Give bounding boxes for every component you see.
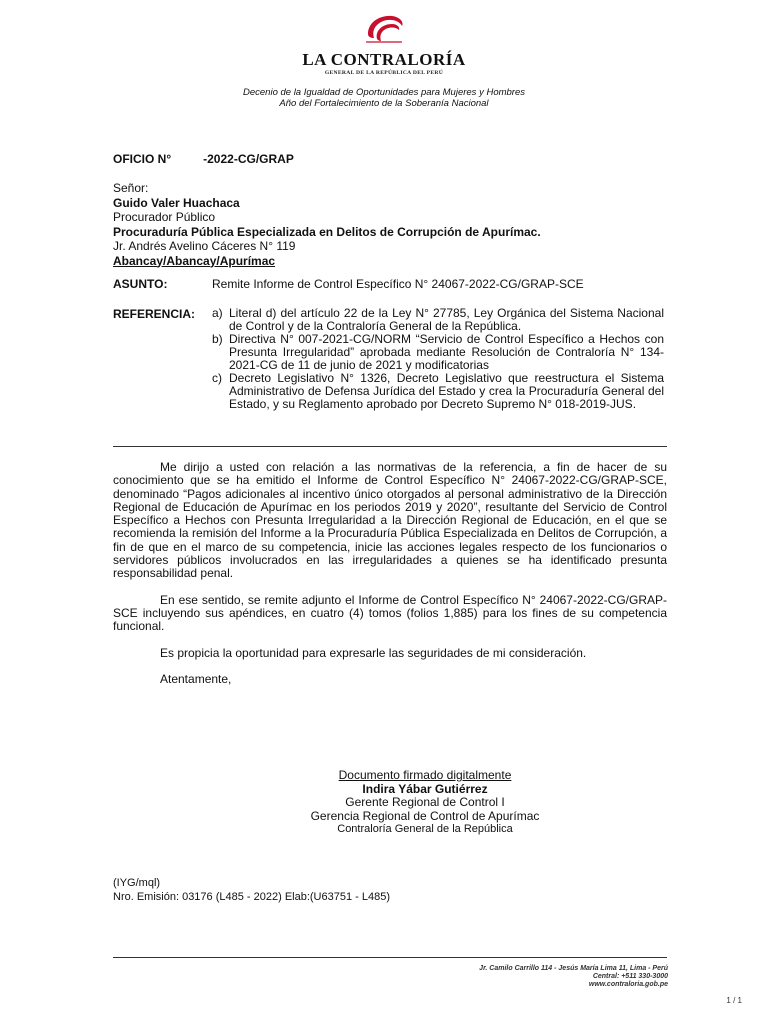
referencia-letter: b) bbox=[212, 332, 223, 346]
signer-unit: Gerencia Regional de Control de Apurímac bbox=[310, 808, 540, 823]
contraloria-logo-icon bbox=[362, 12, 406, 48]
body-closing: Atentamente, bbox=[160, 671, 232, 686]
letter-body bbox=[113, 461, 667, 699]
asunto-text: Remite Informe de Control Específico N° 24067-2022-CG/GRAP-SCE bbox=[212, 277, 584, 291]
referencia-item bbox=[212, 333, 664, 372]
referencia-label: REFERENCIA: bbox=[113, 307, 196, 321]
org-subtitle: GENERAL DE LA REPÚBLICA DEL PERÚ bbox=[324, 70, 444, 76]
digital-signature-note: Documento firmado digitalmente bbox=[338, 768, 512, 782]
recipient-office: Procuraduría Pública Especializada en Delitos de Corrupción de Apurímac. bbox=[113, 224, 541, 239]
asunto-label: ASUNTO: bbox=[113, 277, 168, 291]
footer bbox=[400, 965, 668, 989]
letterhead bbox=[0, 12, 768, 76]
oficio-label: OFICIO N° bbox=[113, 152, 172, 166]
recipient-street: Jr. Andrés Avelino Cáceres N° 119 bbox=[113, 239, 296, 253]
decree-line-1: Decenio de la Igualdad de Oportunidades para Mujeres y Hombres bbox=[243, 87, 525, 98]
header-divider bbox=[113, 446, 667, 447]
oficio-heading bbox=[113, 152, 294, 166]
recipient-city: Abancay/Abancay/Apurímac bbox=[113, 253, 276, 268]
signer-name: Indira Yábar Gutiérrez bbox=[362, 781, 488, 796]
footer-divider bbox=[113, 957, 667, 958]
signer-org: Contraloría General de la República bbox=[337, 823, 513, 835]
referencia-list bbox=[212, 307, 664, 411]
body-paragraph-1: Me dirijo a usted con relación a las normativas de la referencia, a fin de hacer de su conocimiento que se ha emitido el Informe de Control Específico N° 24067-2022-CG/GRAP-SCE, denominado “Pagos adicionales al incentivo único otorgados al personal administrativo de la Dirección Regional de Educación de Apurímac en los periodos 2019 y 2020”, resultante del Servicio de Control Específico a Hechos con Presunta Irregularidad a la Dirección Regional de Educación, en el que se recomienda la remisión del Informe a la Procuraduría Pública Especializada en Delitos de Corrupción, a fin de que en el marco de su competencia, inicie las acciones legales respecto de los funcionarios o servidores públicos involucrados en las irregularidades a quienes se ha identificado presunta responsabilidad penal. bbox=[113, 460, 667, 581]
body-paragraph-3: Es propicia la oportunidad para expresarle las seguridades de mi consideración. bbox=[160, 645, 587, 660]
document-meta bbox=[113, 877, 390, 904]
recipient-role: Procurador Público bbox=[113, 210, 216, 224]
signer-title: Gerente Regional de Control I bbox=[345, 795, 505, 809]
referencia-item bbox=[212, 307, 664, 333]
emission-number: Nro. Emisión: 03176 (L485 - 2022) Elab:(U63751 - L485) bbox=[113, 890, 390, 903]
referencia-letter: a) bbox=[212, 306, 223, 320]
decree-lines bbox=[0, 87, 768, 109]
referencia-text: Directiva N° 007-2021-CG/NORM “Servicio de Control Específico a Hechos con Presunta Irregularidad” aprobada mediante Resolución de Contraloría N° 134-2021-CG de 11 de junio de 2021 y modificatorias bbox=[229, 332, 664, 372]
org-name: LA CONTRALORÍA bbox=[302, 50, 466, 69]
referencia-letter: c) bbox=[212, 371, 222, 385]
page-number: 1 / 1 bbox=[726, 996, 742, 1005]
decree-line-2: Año del Fortalecimiento de la Soberanía Nacional bbox=[279, 98, 489, 109]
referencia-item bbox=[212, 372, 664, 411]
body-paragraph-2: En ese sentido, se remite adjunto el Informe de Control Específico N° 24067-2022-CG/GRAP-SCE incluyendo sus apéndices, en cuatro (4) tomos (folios 1,885) para los fines de su competencia funcional. bbox=[113, 592, 667, 634]
referencia-text: Decreto Legislativo N° 1326, Decreto Legislativo que reestructura el Sistema Administrativo de Defensa Jurídica del Estado y crea la Procuraduría General del Estado, y su Reglamento aprobado por Decreto Supremo N° 018-2019-JUS. bbox=[229, 371, 664, 411]
footer-phone: Central: +511 330-3000 bbox=[592, 973, 668, 980]
recipient-block bbox=[113, 181, 541, 268]
initials: (IYG/mql) bbox=[113, 877, 161, 889]
signature-block bbox=[290, 769, 560, 837]
recipient-salutation: Señor: bbox=[113, 181, 149, 195]
referencia-text: Literal d) del artículo 22 de la Ley N° 27785, Ley Orgánica del Sistema Nacional de Control y de la Contraloría General de la República. bbox=[229, 306, 664, 333]
footer-address: Jr. Camilo Carrillo 114 - Jesús María Lima 11, Lima - Perú bbox=[479, 965, 668, 972]
recipient-name: Guido Valer Huachaca bbox=[113, 195, 240, 210]
footer-web: www.contraloria.gob.pe bbox=[588, 981, 668, 988]
oficio-number: -2022-CG/GRAP bbox=[203, 152, 294, 166]
